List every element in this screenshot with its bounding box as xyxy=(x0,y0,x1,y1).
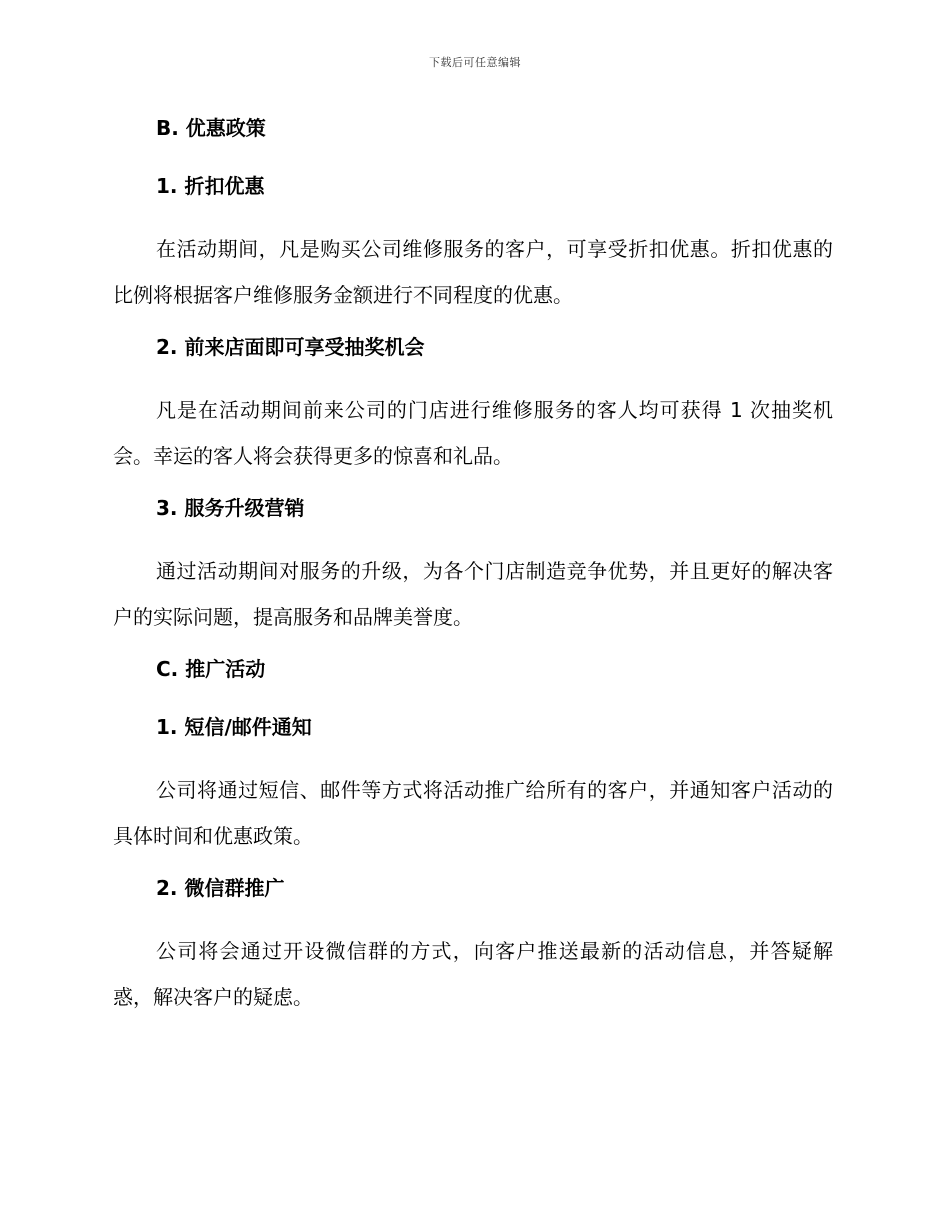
subheading-service-upgrade: 3. 服务升级营销 xyxy=(156,496,305,520)
paragraph-sms-email: 公司将通过短信、邮件等方式将活动推广给所有的客户，并通知客户活动的具体时间和优惠政策。 xyxy=(113,778,833,848)
subheading-discount: 1. 折扣优惠 xyxy=(156,174,265,198)
subheading-sms-email: 1. 短信/邮件通知 xyxy=(156,715,312,739)
document-body xyxy=(113,110,833,1020)
paragraph-service-upgrade: 通过活动期间对服务的升级，为各个门店制造竞争优势，并且更好的解决客户的实际问题，提高服务和品牌美誉度。 xyxy=(113,559,833,629)
paragraph-discount: 在活动期间，凡是购买公司维修服务的客户，可享受折扣优惠。折扣优惠的比例将根据客户维修服务金额进行不同程度的优惠。 xyxy=(113,237,833,307)
page-header: 下载后可任意编辑 xyxy=(429,56,521,69)
subheading-wechat: 2. 微信群推广 xyxy=(156,876,285,900)
section-heading-b: B. 优惠政策 xyxy=(156,116,266,140)
paragraph-wechat: 公司将会通过开设微信群的方式，向客户推送最新的活动信息，并答疑解惑，解决客户的疑虑。 xyxy=(113,939,833,1009)
section-heading-c: C. 推广活动 xyxy=(156,657,266,681)
subheading-lottery: 2. 前来店面即可享受抽奖机会 xyxy=(156,335,425,359)
paragraph-lottery: 凡是在活动期间前来公司的门店进行维修服务的客人均可获得 1 次抽奖机会。幸运的客人将会获得更多的惊喜和礼品。 xyxy=(113,398,833,468)
